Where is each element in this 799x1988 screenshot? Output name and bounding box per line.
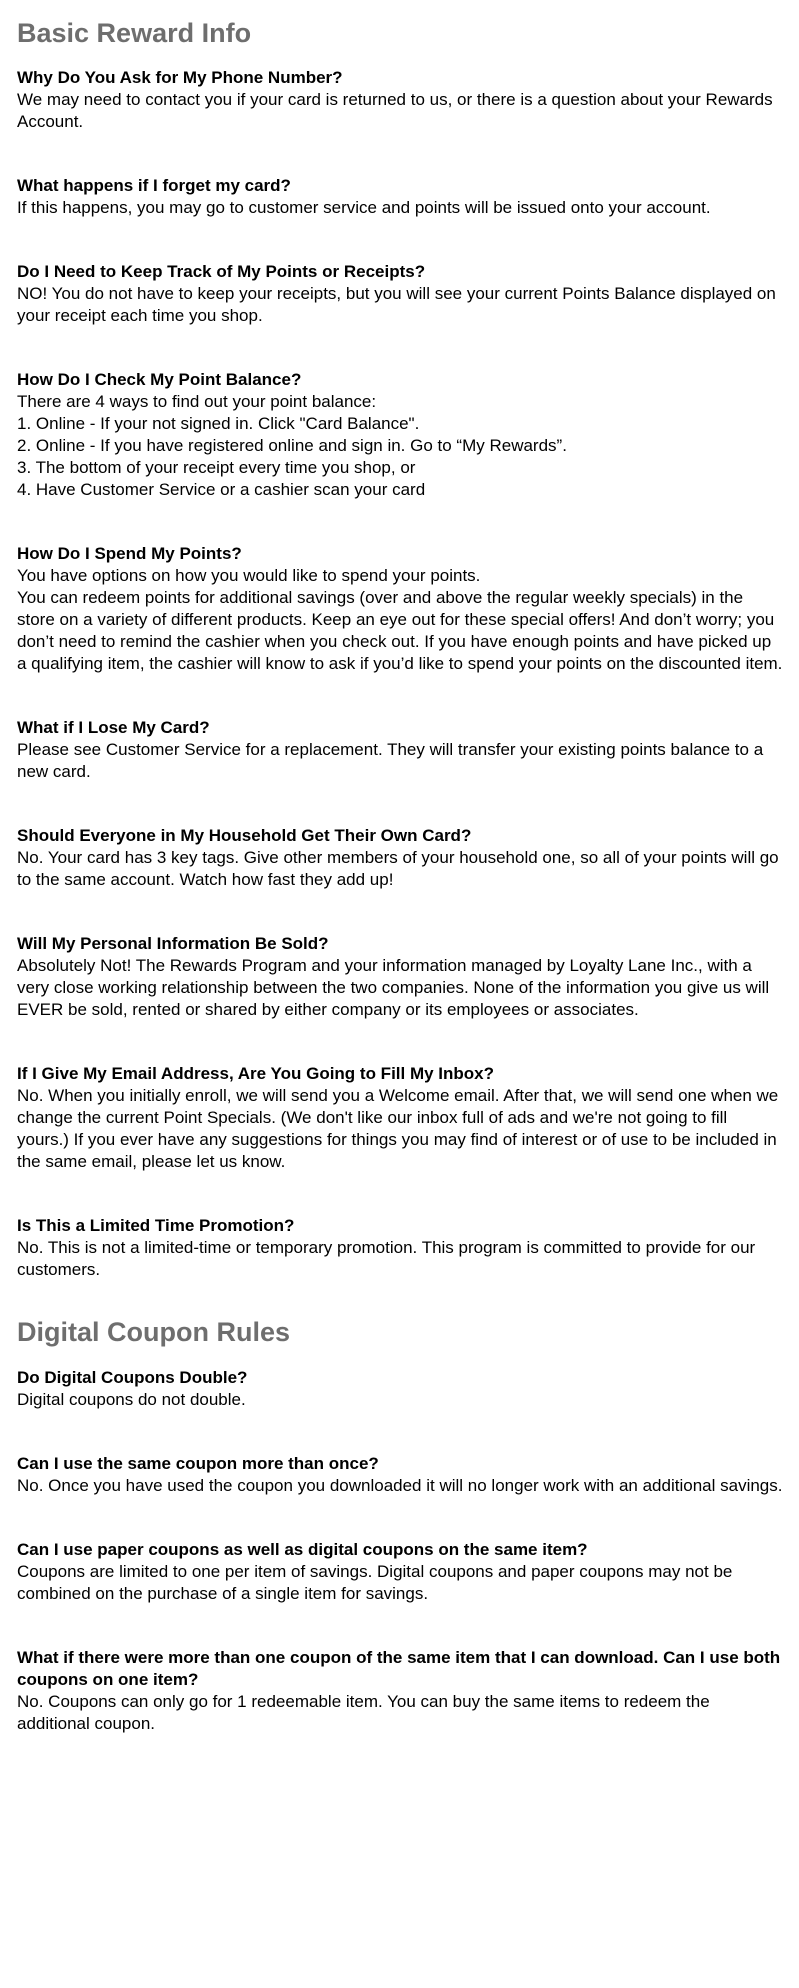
faq-question: Can I use the same coupon more than once? — [17, 1454, 379, 1473]
faq-question: How Do I Check My Point Balance? — [17, 370, 302, 389]
faq-answer-line: No. When you initially enroll, we will send you a Welcome email. After that, we will send one when we change the current Point Specials. (We don't like our inbox full of ads and we're not going to fill yours.) If you ever have any suggestions for things you may find of interest or of use to be included in the same email, please let us know. — [17, 1086, 779, 1171]
faq-item-limited-time — [17, 1215, 783, 1281]
faq-item-multiple-coupons — [17, 1647, 783, 1735]
faq-item-lose-card — [17, 717, 783, 783]
faq-answer — [17, 739, 783, 783]
faq-answer — [17, 391, 783, 501]
faq-answer — [17, 847, 783, 891]
faq-question: Is This a Limited Time Promotion? — [17, 1216, 295, 1235]
faq-item-spend-points — [17, 543, 783, 675]
faq-question: Can I use paper coupons as well as digital coupons on the same item? — [17, 1540, 588, 1559]
faq-answer — [17, 955, 783, 1021]
faq-item-household-card — [17, 825, 783, 891]
faq-item-check-balance — [17, 369, 783, 501]
faq-answer-line: Absolutely Not! The Rewards Program and your information managed by Loyalty Lane Inc., with a very close working relationship between the two companies. None of the information you give us will EVER be sold, rented or shared by either company or its employees or associates. — [17, 956, 770, 1019]
section-title-basic-reward-info: Basic Reward Info — [17, 18, 252, 48]
faq-question: Why Do You Ask for My Phone Number? — [17, 68, 343, 87]
faq-item-personal-info — [17, 933, 783, 1021]
faq-answer — [17, 283, 783, 327]
faq-item-coupons-double — [17, 1367, 783, 1411]
faq-question: Will My Personal Information Be Sold? — [17, 934, 329, 953]
faq-answer-line: No. Your card has 3 key tags. Give other members of your household one, so all of your points will go to the same account. Watch how fast they add up! — [17, 848, 779, 889]
faq-answer-line: 4. Have Customer Service or a cashier scan your card — [17, 480, 426, 499]
faq-answer — [17, 1561, 783, 1605]
faq-answer — [17, 1085, 783, 1173]
faq-answer-line: You can redeem points for additional savings (over and above the regular weekly specials) in the store on a variety of different products. Keep an eye out for these special offers! And don’t worry; you don’t need to remind the cashier when you check out. If you have enough points and have picked up a qualifying item, the cashier will know to ask if you’d like to spend your points on the discounted item. — [17, 588, 783, 673]
faq-answer-line: Please see Customer Service for a replacement. They will transfer your existing points balance to a new card. — [17, 740, 764, 781]
faq-answer — [17, 1475, 783, 1497]
faq-answer — [17, 1237, 783, 1281]
faq-question: What if there were more than one coupon of the same item that I can download. Can I use both coupons on one item? — [17, 1648, 781, 1689]
faq-answer-line: No. This is not a limited-time or temporary promotion. This program is committed to provide for our customers. — [17, 1238, 756, 1279]
faq-item-phone-number — [17, 67, 783, 133]
faq-item-track-points — [17, 261, 783, 327]
faq-answer-line: 1. Online - If your not signed in. Click "Card Balance". — [17, 414, 420, 433]
faq-question: Should Everyone in My Household Get Their Own Card? — [17, 826, 472, 845]
faq-answer-line: No. Once you have used the coupon you downloaded it will no longer work with an additional savings. — [17, 1476, 783, 1495]
faq-question: Do I Need to Keep Track of My Points or Receipts? — [17, 262, 426, 281]
faq-answer-line: There are 4 ways to find out your point balance: — [17, 392, 377, 411]
faq-answer — [17, 197, 783, 219]
faq-answer-line: Digital coupons do not double. — [17, 1390, 246, 1409]
faq-answer — [17, 1691, 783, 1735]
faq-answer-line: NO! You do not have to keep your receipts, but you will see your current Points Balance displayed on your receipt each time you shop. — [17, 284, 776, 325]
faq-answer-line: 3. The bottom of your receipt every time you shop, or — [17, 458, 416, 477]
faq-answer-line: If this happens, you may go to customer service and points will be issued onto your account. — [17, 198, 711, 217]
faq-answer-line: We may need to contact you if your card is returned to us, or there is a question about your Rewards Account. — [17, 90, 773, 131]
faq-answer-line: 2. Online - If you have registered online and sign in. Go to “My Rewards”. — [17, 436, 567, 455]
faq-question: How Do I Spend My Points? — [17, 544, 242, 563]
section-title-digital-coupon-rules: Digital Coupon Rules — [17, 1317, 290, 1347]
faq-question: Do Digital Coupons Double? — [17, 1368, 248, 1387]
faq-item-same-coupon-twice — [17, 1453, 783, 1497]
faq-answer-line: You have options on how you would like to spend your points. — [17, 566, 481, 585]
faq-question: What happens if I forget my card? — [17, 176, 291, 195]
faq-item-paper-and-digital — [17, 1539, 783, 1605]
faq-question: What if I Lose My Card? — [17, 718, 210, 737]
faq-answer — [17, 1389, 783, 1411]
faq-question: If I Give My Email Address, Are You Going to Fill My Inbox? — [17, 1064, 495, 1083]
faq-answer-line: No. Coupons can only go for 1 redeemable item. You can buy the same items to redeem the additional coupon. — [17, 1692, 710, 1733]
faq-answer — [17, 565, 783, 675]
faq-answer-line: Coupons are limited to one per item of savings. Digital coupons and paper coupons may not be combined on the purchase of a single item for savings. — [17, 1562, 733, 1603]
faq-item-forget-card — [17, 175, 783, 219]
faq-item-email-inbox — [17, 1063, 783, 1173]
faq-answer — [17, 89, 783, 133]
